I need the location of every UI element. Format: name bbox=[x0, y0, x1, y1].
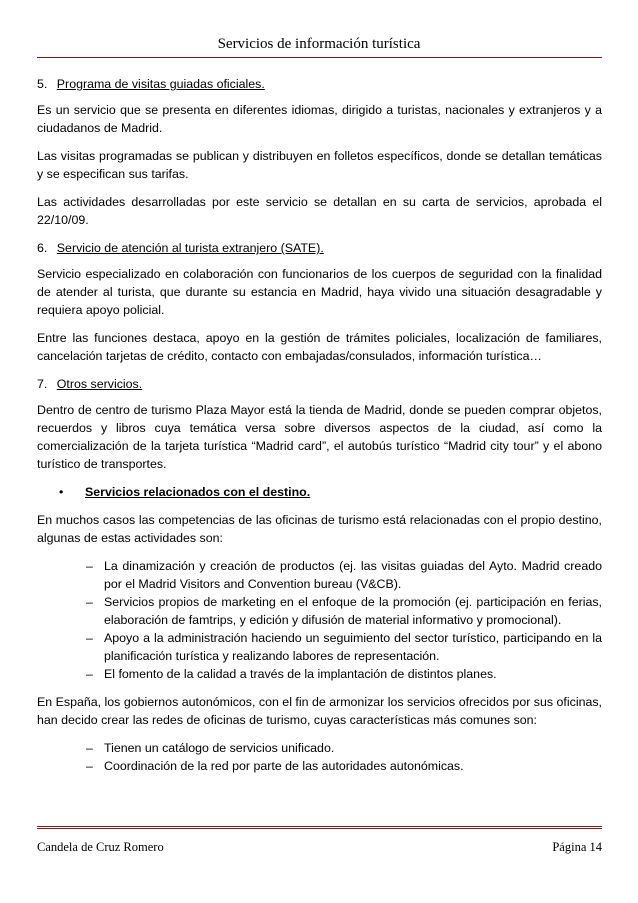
dash-icon: – bbox=[86, 559, 93, 573]
section-number: 6. bbox=[37, 241, 48, 255]
footer-author: Candela de Cruz Romero bbox=[37, 840, 164, 854]
list-item bbox=[37, 593, 602, 629]
dash-icon: – bbox=[86, 595, 93, 609]
section-5-heading bbox=[37, 75, 602, 93]
section-title: Otros servicios. bbox=[56, 377, 143, 391]
bullet-icon: • bbox=[59, 485, 64, 499]
paragraph: Dentro de centro de turismo Plaza Mayor está la tienda de Madrid, donde se pueden comprar objetos, recuerdos y libros cuya temática versa sobre diversos aspectos de la ciudad, así como la comercialización de la tarjeta turística “Madrid card”, el autobús turístico “Madrid city tour” y el abono turístico de transportes. bbox=[37, 403, 602, 471]
destino-title: Servicios relacionados con el destino. bbox=[85, 485, 311, 499]
list-item bbox=[37, 757, 602, 775]
section-title: Servicio de atención al turista extranjero (SATE). bbox=[56, 241, 324, 255]
paragraph: Las visitas programadas se publican y distribuyen en folletos específicos, donde se detallan temáticas y se especifican sus tarifas. bbox=[37, 149, 602, 181]
dash-list bbox=[37, 557, 602, 683]
list-item bbox=[37, 629, 602, 665]
list-item bbox=[37, 557, 602, 593]
paragraph: Entre las funciones destaca, apoyo en la gestión de trámites policiales, localización de familiares, cancelación tarjetas de crédito, contacto con embajadas/consulados, información turística… bbox=[37, 331, 602, 363]
paragraph: Las actividades desarrolladas por este servicio se detallan en su carta de servicios, aprobada el 22/10/09. bbox=[37, 195, 602, 227]
paragraph: En España, los gobiernos autonómicos, con el fin de armonizar los servicios ofrecidos por sus oficinas, han decido crear las redes de oficinas de turismo, cuyas características más comunes son: bbox=[37, 695, 602, 727]
list-item-text: Tienen un catálogo de servicios unificado. bbox=[104, 741, 335, 755]
list-item-text: Apoyo a la administración haciendo un seguimiento del sector turístico, participando en la planificación turística y realizando labores de representación. bbox=[104, 631, 602, 663]
list-item-text: El fomento de la calidad a través de la implantación de distintos planes. bbox=[104, 667, 497, 681]
dash-icon: – bbox=[86, 759, 93, 773]
section-title: Programa de visitas guiadas oficiales. bbox=[56, 77, 265, 91]
paragraph: Servicio especializado en colaboración con funcionarios de los cuerpos de seguridad con la finalidad de atender al turista, que durante su estancia en Madrid, haya vivido una situación desagradable y requiera apoyo policial. bbox=[37, 267, 602, 317]
section-number: 5. bbox=[37, 77, 48, 91]
list-item bbox=[37, 665, 602, 683]
dash-list-2 bbox=[37, 739, 602, 775]
page-header-title: Servicios de información turística bbox=[217, 36, 421, 52]
section-7-heading bbox=[37, 375, 602, 393]
dash-icon: – bbox=[86, 667, 93, 681]
section-number: 7. bbox=[37, 377, 48, 391]
header-rule bbox=[37, 57, 602, 58]
section-6-heading bbox=[37, 239, 602, 257]
list-item-text: Coordinación de la red por parte de las autoridades autonómicas. bbox=[104, 759, 464, 773]
page-content bbox=[37, 75, 602, 785]
paragraph: Es un servicio que se presenta en diferentes idiomas, dirigido a turistas, nacionales y extranjeros y a ciudadanos de Madrid. bbox=[37, 103, 602, 135]
footer-page-number: Página 14 bbox=[552, 840, 602, 854]
paragraph: En muchos casos las competencias de las oficinas de turismo está relacionadas con el propio destino, algunas de estas actividades son: bbox=[37, 513, 602, 545]
list-item-text: Servicios propios de marketing en el enfoque de la promoción (ej. participación en ferias, elaboración de famtrips, y edición y difusión de material informativo y promocional). bbox=[104, 595, 602, 627]
destino-heading bbox=[37, 483, 602, 501]
list-item bbox=[37, 739, 602, 757]
list-item-text: La dinamización y creación de productos (ej. las visitas guiadas del Ayto. Madrid creado por el Madrid Visitors and Convention bureau (V&CB). bbox=[104, 559, 602, 591]
dash-icon: – bbox=[86, 741, 93, 755]
dash-icon: – bbox=[86, 631, 93, 645]
footer-rule bbox=[37, 826, 602, 829]
